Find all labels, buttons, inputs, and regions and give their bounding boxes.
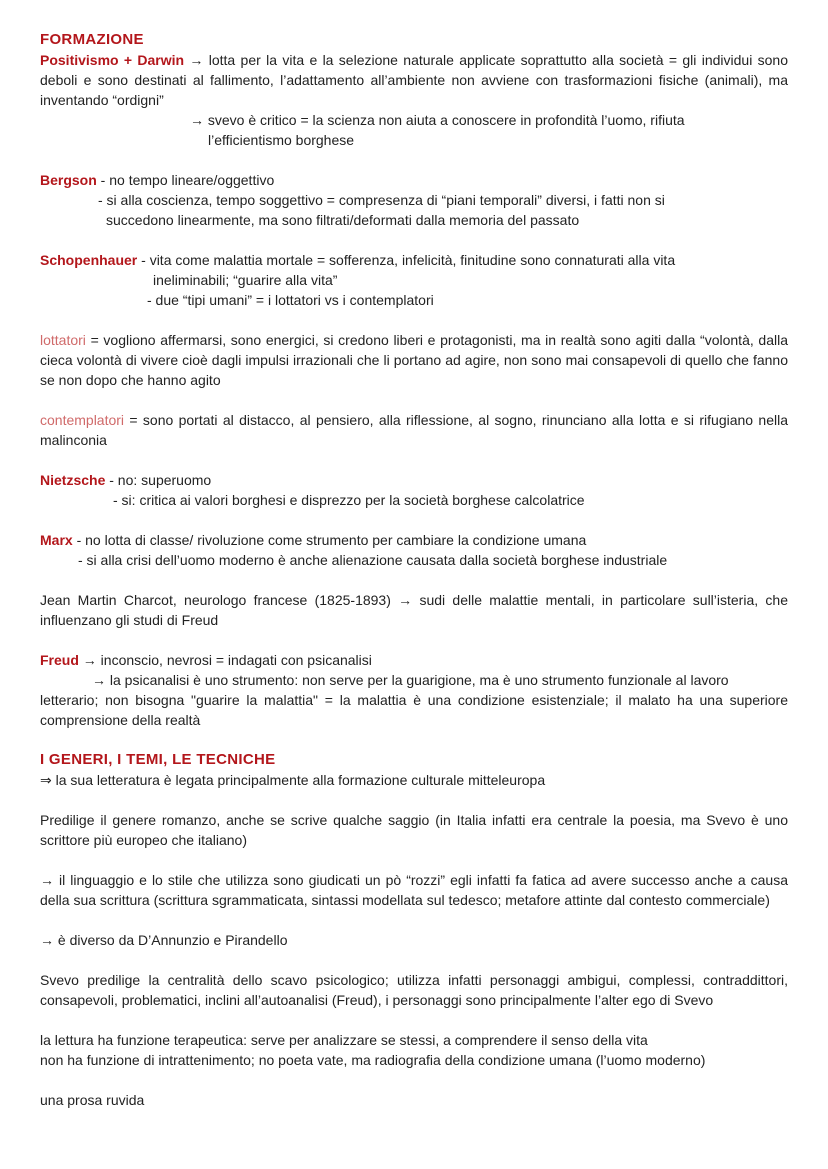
contemplatori-text: = sono portati al distacco, al pensiero, alla riflessione, al sogno, rinunciano alla lotta e si rifugiano nella malinconia — [40, 412, 788, 448]
nietzsche-paragraph — [40, 470, 788, 490]
freud-paragraph — [40, 650, 788, 670]
lottatori-text: = vogliono affermarsi, sono energici, si credono liberi e protagonisti, ma in realtà sono agiti dalla “volontà, dalla cieca volontà di vivere cioè dagli impulsi irrazionali che li portano ad agire, non sono mai consapevoli di quello che fanno se non dopo che hanno agito — [40, 332, 788, 388]
marx-paragraph — [40, 530, 788, 550]
section-heading-generi: I GENERI, I TEMI, LE TECNICHE — [40, 751, 276, 768]
bergson-sub-1: - si alla coscienza, tempo soggettivo = compresenza di “piani temporali” diversi, i fatti non si — [98, 192, 665, 208]
marx-text: - no lotta di classe/ rivoluzione come strumento per cambiare la condizione umana — [72, 532, 587, 548]
bergson-sub-2: succedono linearmente, ma sono filtrati/deformati dalla memoria del passato — [106, 212, 580, 228]
positivismo-text: → lotta per la vita e la selezione naturale applicate soprattutto alla società = gli individui sono deboli e sono destinati al fallimento, l’adattamento all’ambiente non avviene con trasformazioni fisiche (animali), ma inventando “ordigni” — [40, 52, 788, 108]
schopenhauer-text: - vita come malattia mortale = sofferenza, infelicità, finitudine sono connaturati alla vita — [137, 252, 676, 268]
nietzsche-sub: - si: critica ai valori borghesi e disprezzo per la società borghese calcolatrice — [113, 492, 585, 508]
schopenhauer-sub-1: ineliminabili; “guarire alla vita” — [153, 272, 338, 288]
freud-label: Freud — [40, 652, 79, 668]
positivismo-sub-1: → svevo è critico = la scienza non aiuta a conoscere in profondità l’uomo, rifiuta — [190, 112, 685, 128]
generi-p1: ⇒ la sua letteratura è legata principalmente alla formazione culturale mitteleuropa — [40, 772, 546, 788]
generi-p5: Svevo predilige la centralità dello scavo psicologico; utilizza infatti personaggi ambigui, complessi, contraddittori, consapevoli, problematici, inclini all’autoanalisi (Freud), i personaggi sono principalmente l’alter ego di Svevo — [40, 972, 788, 1008]
contemplatori-paragraph — [40, 410, 788, 450]
schopenhauer-paragraph — [40, 250, 788, 270]
bergson-label: Bergson — [40, 172, 97, 188]
generi-p2: Predilige il genere romanzo, anche se scrive qualche saggio (in Italia infatti era centrale la poesia, ma Svevo è uno scrittore più europeo che italiano) — [40, 812, 788, 848]
generi-p4: → è diverso da D’Annunzio e Pirandello — [40, 932, 288, 948]
lottatori-paragraph — [40, 330, 788, 390]
marx-label: Marx — [40, 532, 73, 548]
bergson-paragraph — [40, 170, 788, 190]
bergson-text: - no tempo lineare/oggettivo — [96, 172, 275, 188]
notes-page — [40, 30, 788, 1110]
positivismo-paragraph — [40, 50, 788, 110]
contemplatori-label: contemplatori — [40, 412, 125, 428]
positivismo-label: Positivismo + Darwin — [40, 52, 185, 68]
freud-sub-first: → la psicanalisi è uno strumento: non serve per la guarigione, ma è uno strumento funzionale al lavoro — [92, 672, 729, 688]
generi-p6b: non ha funzione di intrattenimento; no poeta vate, ma radiografia della condizione umana (l’uomo moderno) — [40, 1052, 706, 1068]
generi-p6a: la lettura ha funzione terapeutica: serve per analizzare se stessi, a comprendere il senso della vita — [40, 1032, 648, 1048]
marx-sub: - si alla crisi dell’uomo moderno è anche alienazione causata dalla società borghese industriale — [78, 552, 668, 568]
generi-p3: → il linguaggio e lo stile che utilizza sono giudicati un pò “rozzi” egli infatti fa fatica ad avere successo anche a causa della sua scrittura (scrittura sgrammaticata, sintassi modellata sul tedesco; metafore attinte dal contesto commerciale) — [40, 872, 788, 908]
section-heading-formazione: FORMAZIONE — [40, 31, 144, 48]
schopenhauer-sub-2: - due “tipi umani” = i lottatori vs i contemplatori — [147, 292, 434, 308]
lottatori-label: lottatori — [40, 332, 86, 348]
schopenhauer-label: Schopenhauer — [40, 252, 138, 268]
freud-sub-rest: letterario; non bisogna "guarire la malattia" = la malattia è una condizione esistenziale; il malato ha una superiore comprensione della realtà — [40, 692, 788, 728]
nietzsche-text: - no: superuomo — [105, 472, 212, 488]
positivismo-sub-2: l’efficientismo borghese — [208, 132, 355, 148]
charcot-paragraph: Jean Martin Charcot, neurologo francese (1825-1893) → sudi delle malattie mentali, in particolare sull’isteria, che influenzano gli studi di Freud — [40, 592, 788, 628]
generi-p7: una prosa ruvida — [40, 1092, 145, 1108]
freud-text: → inconscio, nevrosi = indagati con psicanalisi — [78, 652, 372, 668]
nietzsche-label: Nietzsche — [40, 472, 106, 488]
